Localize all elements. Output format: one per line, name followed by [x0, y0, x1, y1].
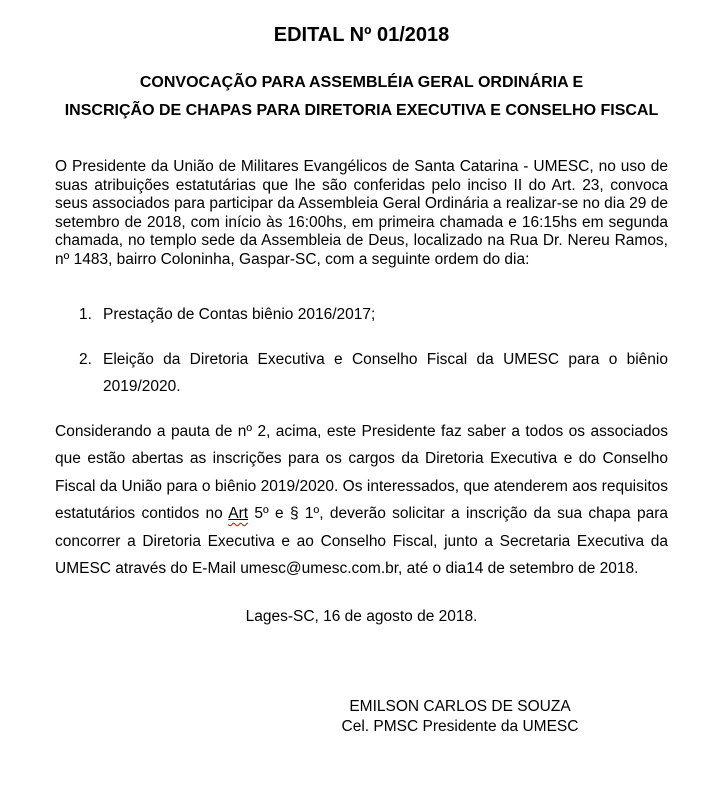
document-subtitle: [55, 69, 668, 125]
agenda-item-number: 1.: [79, 305, 92, 323]
paragraph-segment-before-art: Considerando a pauta de nº 2, acima, este Presidente faz saber a todos os associados que estão abertas as inscrições para os cargos da Diretoria Executiva e do Conselho Fiscal da União para o biênio 2019/2020. Os interessados, que atenderem aos requisitos estatutários contidos no: [55, 422, 668, 523]
spellcheck-marked-word: Art: [228, 505, 249, 523]
agenda-list: [55, 301, 668, 400]
signature-title: Cel. PMSC Presidente da UMESC: [341, 717, 579, 735]
agenda-item: [55, 301, 668, 328]
agenda-item: [55, 346, 668, 400]
document-title: EDITAL Nº 01/2018: [273, 24, 450, 46]
opening-paragraph: O Presidente da União de Militares Evangélicos de Santa Catarina - UMESC, no uso de suas atribuições estatutárias que lhe são conferidas pelo inciso II do Art. 23, convoca seus associados para participar da Assembleia Geral Ordinária a realizar-se no dia 29 de setembro de 2018, com início às 16:00hs, em primeira chamada e 16:15hs em segunda chamada, no templo sede da Assembleia de Deus, localizado na Rua Dr. Nereu Ramos, nº 1483, bairro Coloninha, Gaspar-SC, com a seguinte ordem do dia:: [55, 158, 668, 268]
paragraph-segment-after-art: 5º e § 1º, deverão solicitar a inscrição da sua chapa para concorrer a Diretoria Executiva e ao Conselho Fiscal, junto a Secretaria Executiva da UMESC através do E-Mail umesc@umesc.com.br, até o dia14 de setembro de 2018.: [55, 505, 668, 578]
agenda-item-number: 2.: [79, 350, 92, 368]
underlined-art-term: [228, 505, 248, 522]
subtitle-line-1: CONVOCAÇÃO PARA ASSEMBLÉIA GERAL ORDINÁRIA E: [139, 74, 584, 91]
date-line: Lages-SC, 16 de agosto de 2018.: [245, 607, 478, 625]
subtitle-line-2: INSCRIÇÃO DE CHAPAS PARA DIRETORIA EXECUTIVA E CONSELHO FISCAL: [64, 102, 659, 119]
signature-name: EMILSON CARLOS DE SOUZA: [349, 697, 571, 715]
agenda-item-text: Eleição da Diretoria Executiva e Conselho Fiscal da UMESC para o biênio 2019/2020.: [103, 350, 668, 395]
agenda-item-text: Prestação de Contas biênio 2016/2017;: [103, 305, 376, 323]
signature-block: [285, 697, 635, 737]
considerations-paragraph: [55, 418, 668, 583]
